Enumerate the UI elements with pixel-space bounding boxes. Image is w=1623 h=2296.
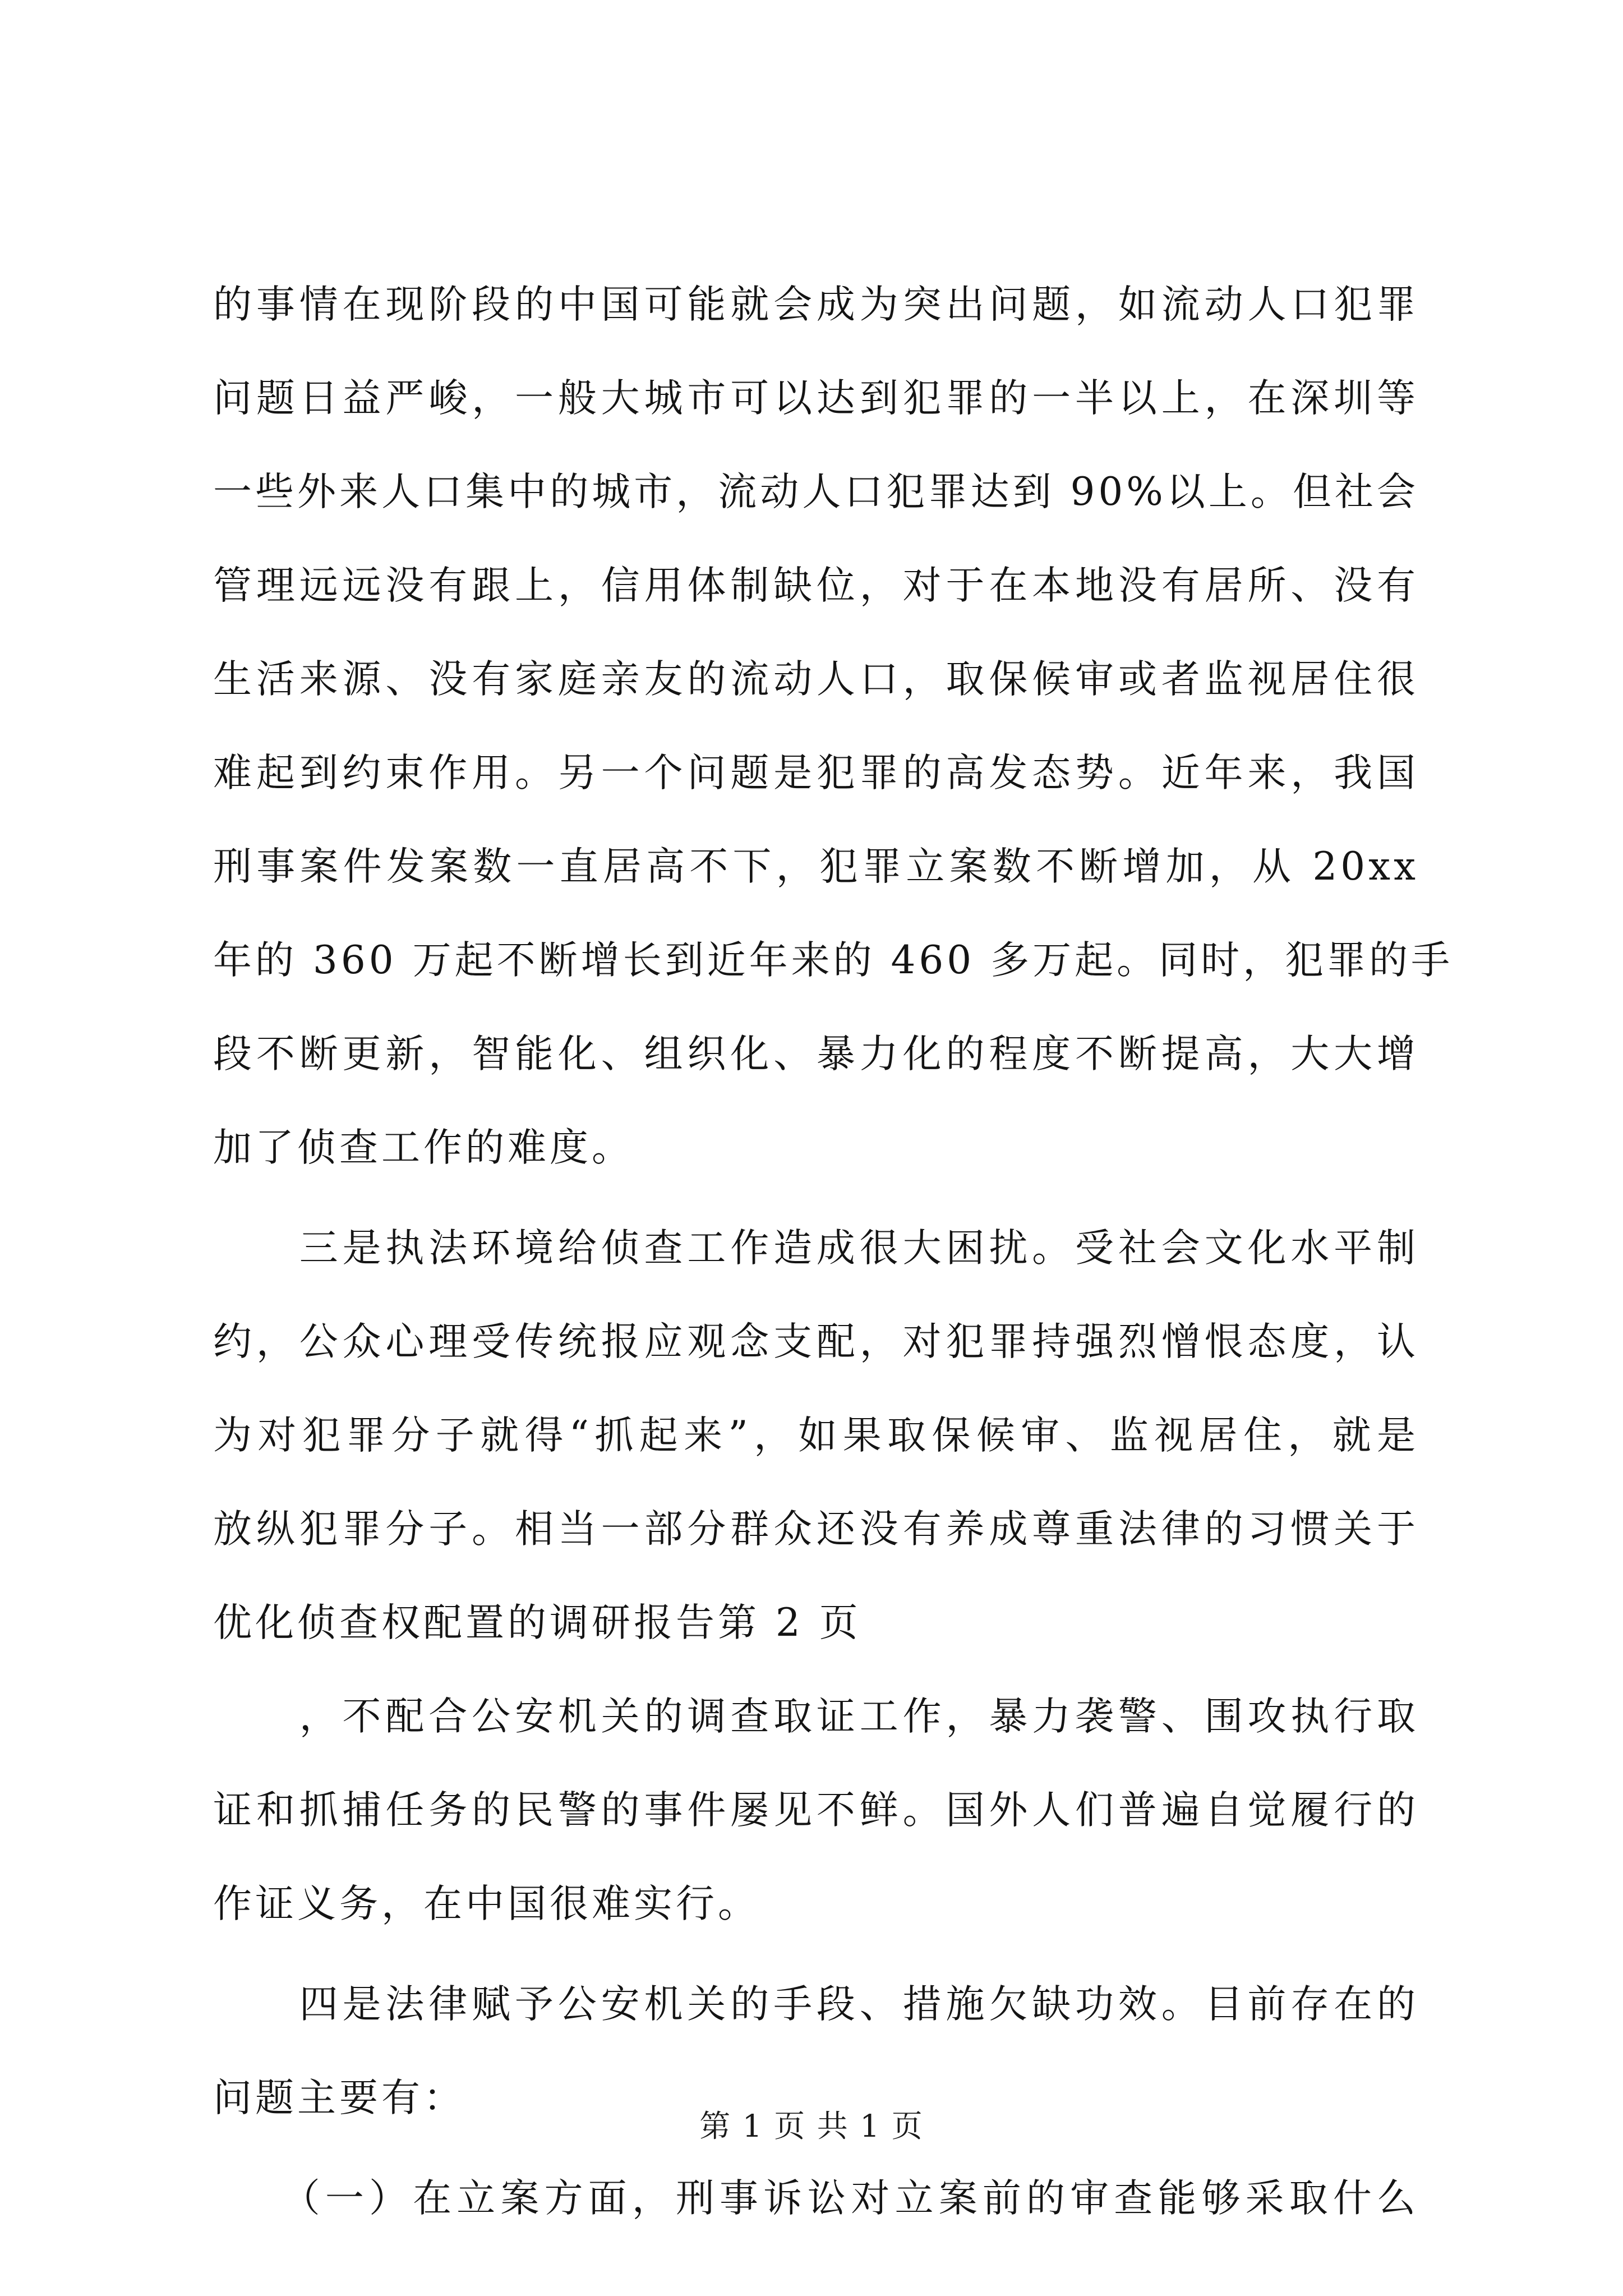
paragraph-line: 难起到约束作用。另一个问题是犯罪的高发态势。近年来，我国 bbox=[213, 751, 1419, 795]
paragraph-line: 年的 360 万起不断增长到近年来的 460 多万起。同时，犯罪的手 bbox=[213, 938, 1454, 983]
paragraph-line: 生活来源、没有家庭亲友的流动人口，取保候审或者监视居住很 bbox=[213, 657, 1419, 702]
paragraph-line: 一些外来人口集中的城市，流动人口犯罪达到 90%以上。但社会 bbox=[213, 470, 1419, 514]
paragraph-line: 证和抓捕任务的民警的事件屡见不鲜。国外人们普遍自觉履行的 bbox=[213, 1788, 1419, 1833]
paragraph-line: 放纵犯罪分子。相当一部分群众还没有养成尊重法律的习惯关于 bbox=[213, 1507, 1419, 1552]
paragraph-line: 刑事案件发案数一直居高不下，犯罪立案数不断增加，从 20xx bbox=[213, 844, 1419, 889]
paragraph-line: 管理远远没有跟上，信用体制缺位，对于在本地没有居所、没有 bbox=[213, 563, 1419, 608]
paragraph-line: 作证义务，在中国很难实行。 bbox=[213, 1881, 760, 1926]
paragraph-line: 三是执法环境给侦查工作造成很大困扰。受社会文化水平制 bbox=[213, 1226, 1419, 1271]
document-body bbox=[213, 258, 1454, 2246]
paragraph-line: 问题主要有： bbox=[213, 2076, 465, 2120]
paragraph-line: （一）在立案方面，刑事诉讼对立案前的审查能够采取什么 bbox=[213, 2176, 1419, 2221]
paragraph-line: 问题日益严峻，一般大城市可以达到犯罪的一半以上，在深圳等 bbox=[213, 376, 1419, 421]
paragraph-line: 四是法律赋予公安机关的手段、措施欠缺功效。目前存在的 bbox=[213, 1982, 1419, 2027]
paragraph-line: 约，公众心理受传统报应观念支配，对犯罪持强烈憎恨态度，认 bbox=[213, 1319, 1419, 1364]
paragraph-line: 为对犯罪分子就得“抓起来”，如果取保候审、监视居住，就是 bbox=[213, 1413, 1419, 1458]
page-footer: 第 1 页 共 1 页 bbox=[699, 2108, 924, 2144]
paragraph-line: 段不断更新，智能化、组织化、暴力化的程度不断提高，大大增 bbox=[213, 1032, 1419, 1076]
paragraph-line: ，不配合公安机关的调查取证工作，暴力袭警、围攻执行取 bbox=[213, 1694, 1419, 1739]
paragraph-line: 加了侦查工作的难度。 bbox=[213, 1125, 634, 1170]
paragraph-line: 的事情在现阶段的中国可能就会成为突出问题，如流动人口犯罪 bbox=[213, 282, 1419, 327]
paragraph-line: 优化侦查权配置的调研报告第 2 页 bbox=[213, 1600, 861, 1645]
